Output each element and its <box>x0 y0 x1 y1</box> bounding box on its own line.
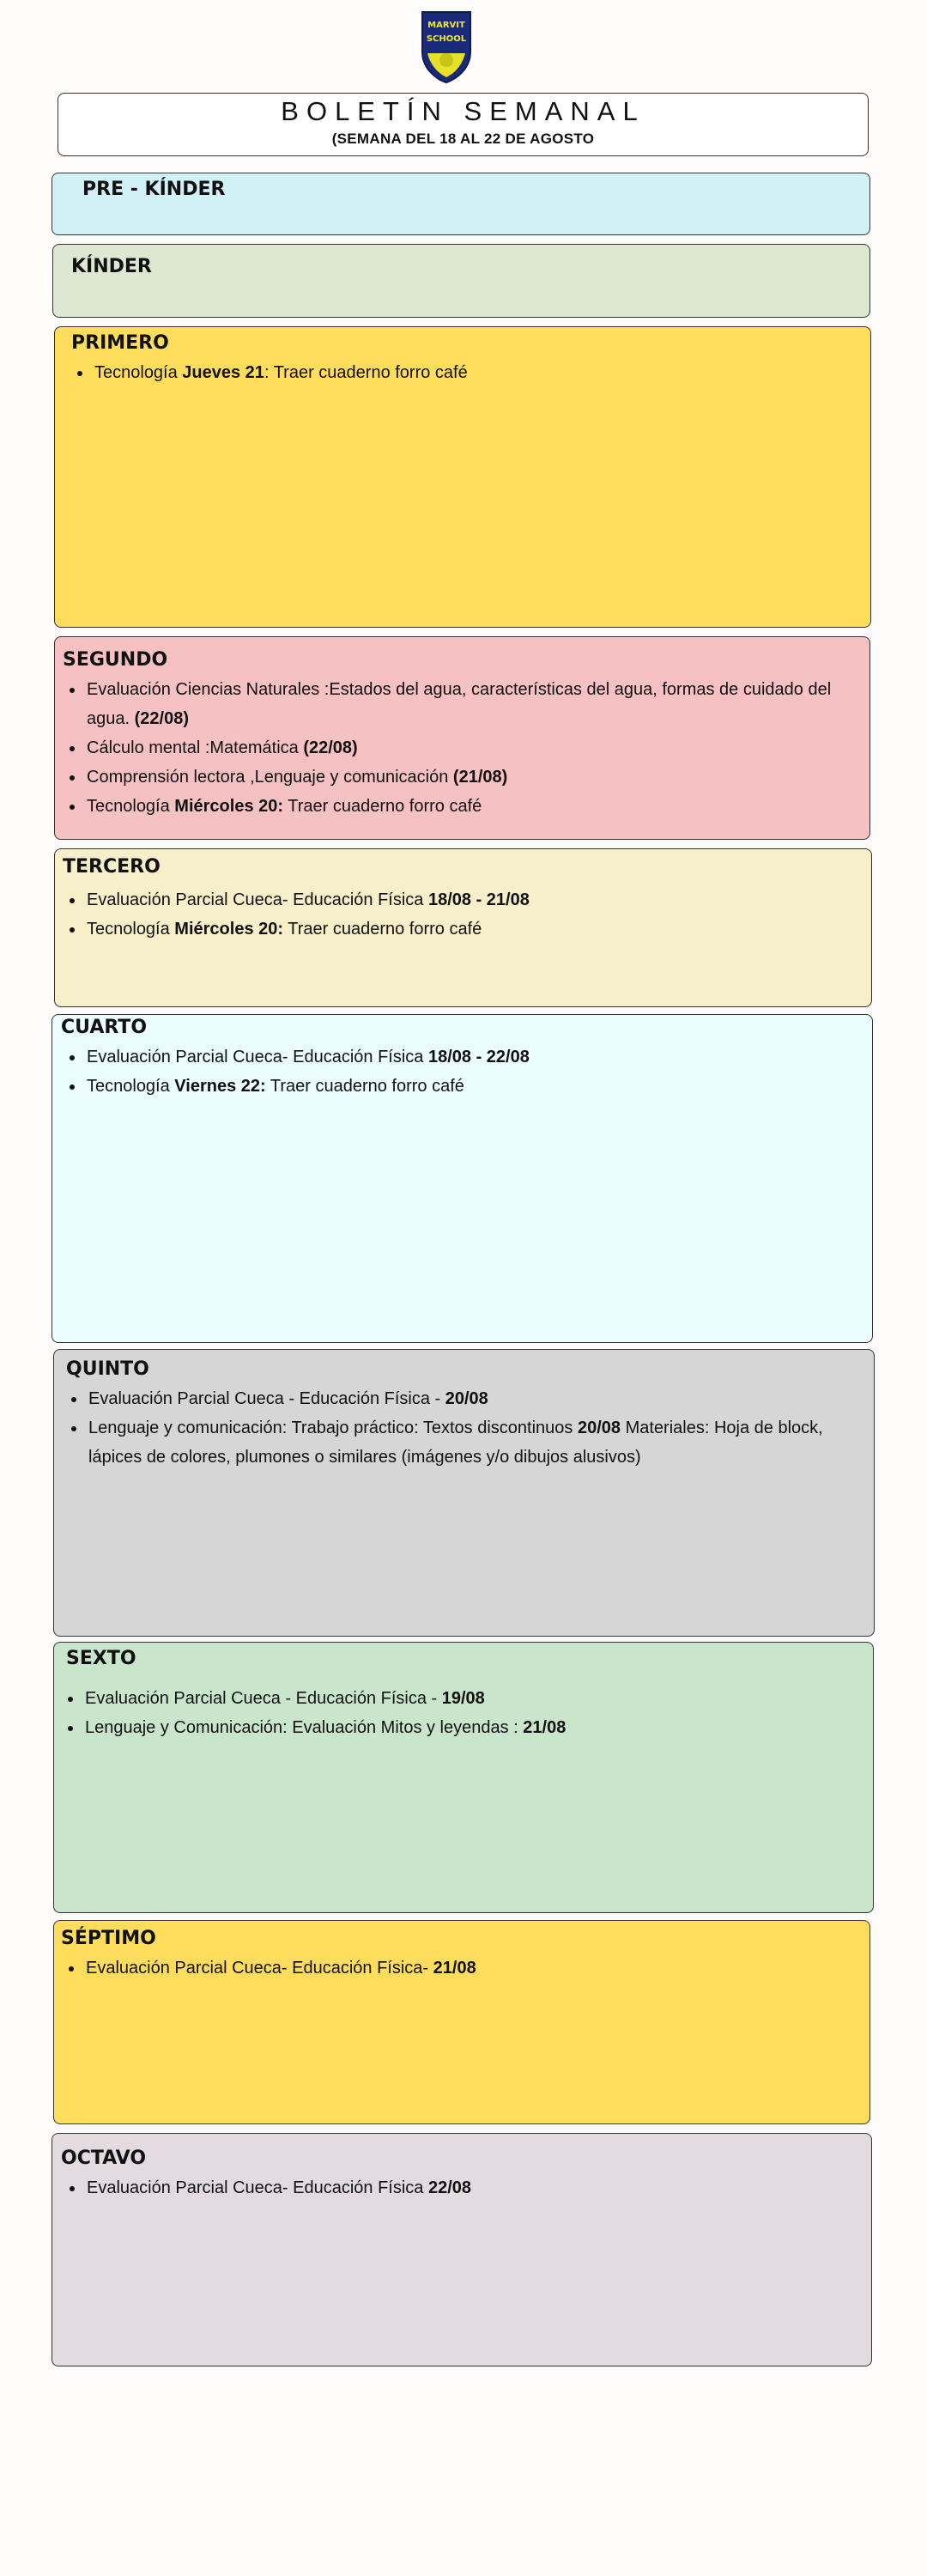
page-subtitle: (SEMANA DEL 18 AL 22 DE AGOSTO <box>331 131 595 147</box>
logo-text-top: MARVIT <box>427 21 465 30</box>
list-item <box>85 733 844 762</box>
item-list <box>58 1953 844 1983</box>
list-item <box>85 792 844 821</box>
section-title: SEXTO <box>66 1648 136 1669</box>
item-text: Lenguaje y Comunicación: Evaluación Mitos y leyendas : <box>85 1718 524 1737</box>
section-sexto <box>53 1642 874 1913</box>
item-date: (21/08) <box>452 768 508 787</box>
section-title: OCTAVO <box>61 2148 147 2169</box>
item-text: Evaluación Parcial Cueca- Educación Física <box>87 2178 428 2197</box>
section-title: SÉPTIMO <box>61 1928 156 1949</box>
item-date: Jueves 21 <box>182 363 264 382</box>
item-date: (22/08) <box>303 738 358 757</box>
item-list <box>58 1684 847 1742</box>
section-primero <box>54 326 871 628</box>
list-item <box>85 762 844 792</box>
item-text: Lenguaje y comunicación: Trabajo práctico: Textos discontinuos <box>88 1419 578 1437</box>
item-date: 21/08 <box>523 1718 566 1737</box>
item-list <box>59 885 845 944</box>
bulletin-header <box>58 93 869 156</box>
list-item <box>85 914 845 944</box>
list-item <box>84 1953 844 1983</box>
item-list <box>67 358 845 387</box>
item-text: Evaluación Parcial Cueca - Educación Física - <box>88 1389 445 1408</box>
list-item <box>87 1384 848 1413</box>
list-item <box>83 1713 847 1742</box>
item-text: Evaluación Parcial Cueca- Educación Física <box>87 890 428 909</box>
item-date: Miércoles 20: <box>174 797 284 816</box>
section-octavo <box>52 2133 872 2366</box>
list-item <box>83 1684 847 1713</box>
item-text-after: Traer cuaderno forro café <box>283 920 482 939</box>
item-text: Cálculo mental :Matemática <box>87 738 304 757</box>
list-item <box>85 2173 845 2202</box>
section-title: QUINTO <box>66 1358 149 1380</box>
item-date: Miércoles 20: <box>174 920 284 939</box>
item-date: 20/08 <box>577 1419 621 1437</box>
item-date: 22/08 <box>427 2178 472 2197</box>
section-prekinder <box>52 173 870 235</box>
item-text: Tecnología <box>87 797 175 816</box>
item-date: 19/08 <box>441 1689 485 1708</box>
section-tercero <box>54 848 872 1007</box>
page-title: BOLETÍN SEMANAL <box>281 96 645 126</box>
section-segundo <box>54 636 870 840</box>
section-title: SEGUNDO <box>63 649 168 671</box>
item-text: Evaluación Parcial Cueca - Educación Física - <box>85 1689 442 1708</box>
section-title: PRIMERO <box>71 332 169 354</box>
logo-text-bottom: SCHOOL <box>426 34 467 44</box>
item-text-after: Traer cuaderno forro café <box>283 797 482 816</box>
item-date: Viernes 22: <box>174 1077 266 1096</box>
school-logo-icon <box>419 10 474 84</box>
section-cuarto <box>52 1014 873 1343</box>
item-date: (22/08) <box>134 709 189 728</box>
item-list <box>61 1384 848 1472</box>
item-text: Evaluación Parcial Cueca- Educación Física <box>87 1048 428 1066</box>
item-text: Tecnología <box>87 1077 175 1096</box>
item-text-after: Materiales: Hoja de block, lápices de colores, plumones o similares (imágenes y/o dibujos alusivos) <box>88 1419 823 1467</box>
section-kinder <box>52 244 870 318</box>
list-item <box>93 358 845 387</box>
item-date: 21/08 <box>433 1959 476 1978</box>
item-list <box>59 1042 846 1101</box>
item-date: 18/08 - 21/08 <box>427 890 530 909</box>
item-list <box>59 675 844 821</box>
section-septimo <box>53 1920 870 2124</box>
item-list <box>59 2173 845 2202</box>
item-text: Tecnología <box>94 363 183 382</box>
item-text: Tecnología <box>87 920 175 939</box>
item-text-after: Traer cuaderno forro café <box>265 1077 464 1096</box>
item-text: Comprensión lectora ,Lenguaje y comunicación <box>87 768 453 787</box>
list-item <box>85 1072 846 1101</box>
list-item <box>85 885 845 914</box>
item-date: 20/08 <box>445 1389 488 1408</box>
section-quinto <box>53 1349 875 1637</box>
list-item <box>87 1413 848 1472</box>
item-text: Evaluación Ciencias Naturales :Estados del agua, características del agua, formas de cuidado del agua. <box>87 680 832 728</box>
section-title: KÍNDER <box>71 256 152 277</box>
item-text: Evaluación Parcial Cueca- Educación Física- <box>86 1959 433 1978</box>
list-item <box>85 675 844 733</box>
section-title: TERCERO <box>63 856 161 878</box>
item-date: 18/08 - 22/08 <box>427 1048 530 1066</box>
item-text-after: : Traer cuaderno forro café <box>264 363 468 382</box>
section-title: CUARTO <box>61 1017 148 1038</box>
list-item <box>85 1042 846 1072</box>
section-title: PRE - KÍNDER <box>82 179 226 200</box>
